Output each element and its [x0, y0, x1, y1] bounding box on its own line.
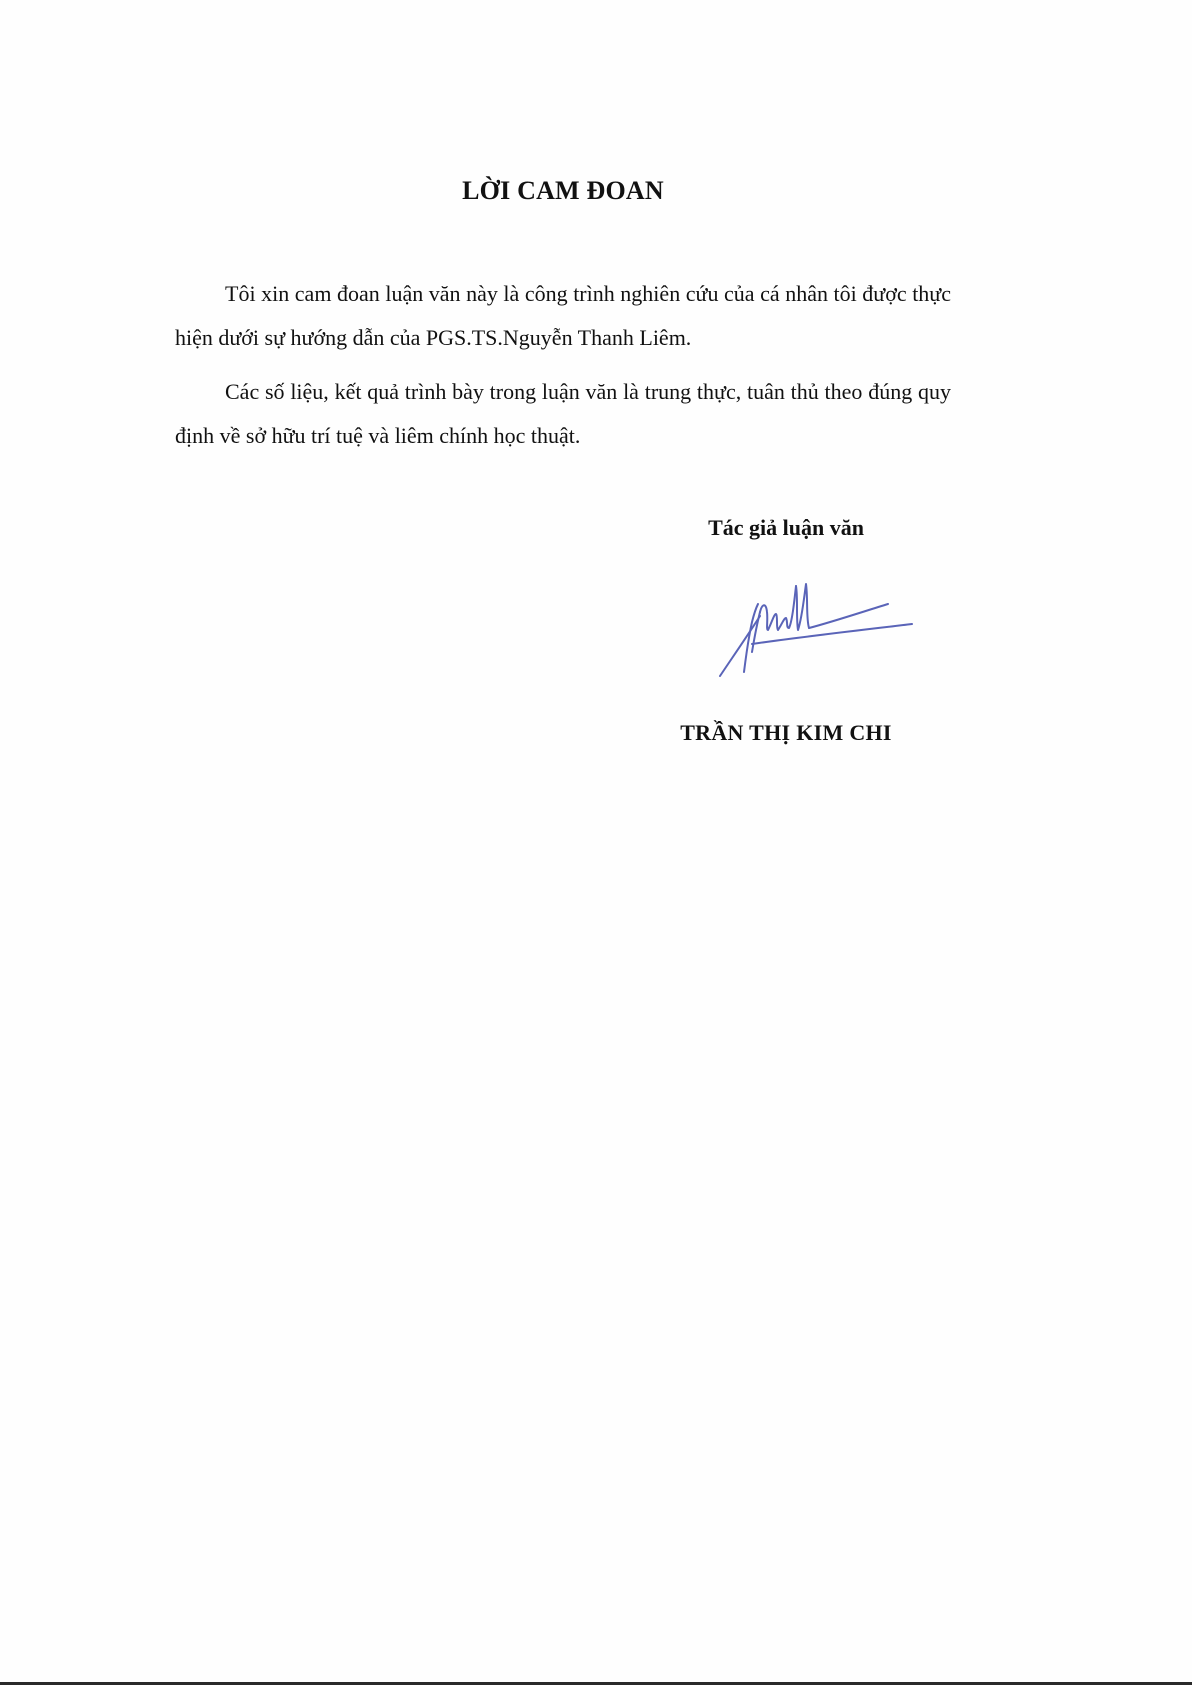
signer-name: TRẦN THỊ KIM CHI [680, 720, 892, 745]
signature-caption: Tác giả luận văn [708, 515, 864, 540]
paragraph-2: Các số liệu, kết quả trình bày trong luận văn là trung thực, tuân thủ theo đúng quy định về sở hữu trí tuệ và liêm chính học thuật. [175, 379, 951, 448]
page-title: LỜI CAM ĐOAN [462, 176, 664, 205]
declaration-body [175, 272, 951, 468]
paragraph-1: Tôi xin cam đoan luận văn này là công trình nghiên cứu của cá nhân tôi được thực hiện dưới sự hướng dẫn của PGS.TS.Nguyễn Thanh Liêm. [175, 281, 951, 350]
handwritten-signature [712, 578, 922, 680]
